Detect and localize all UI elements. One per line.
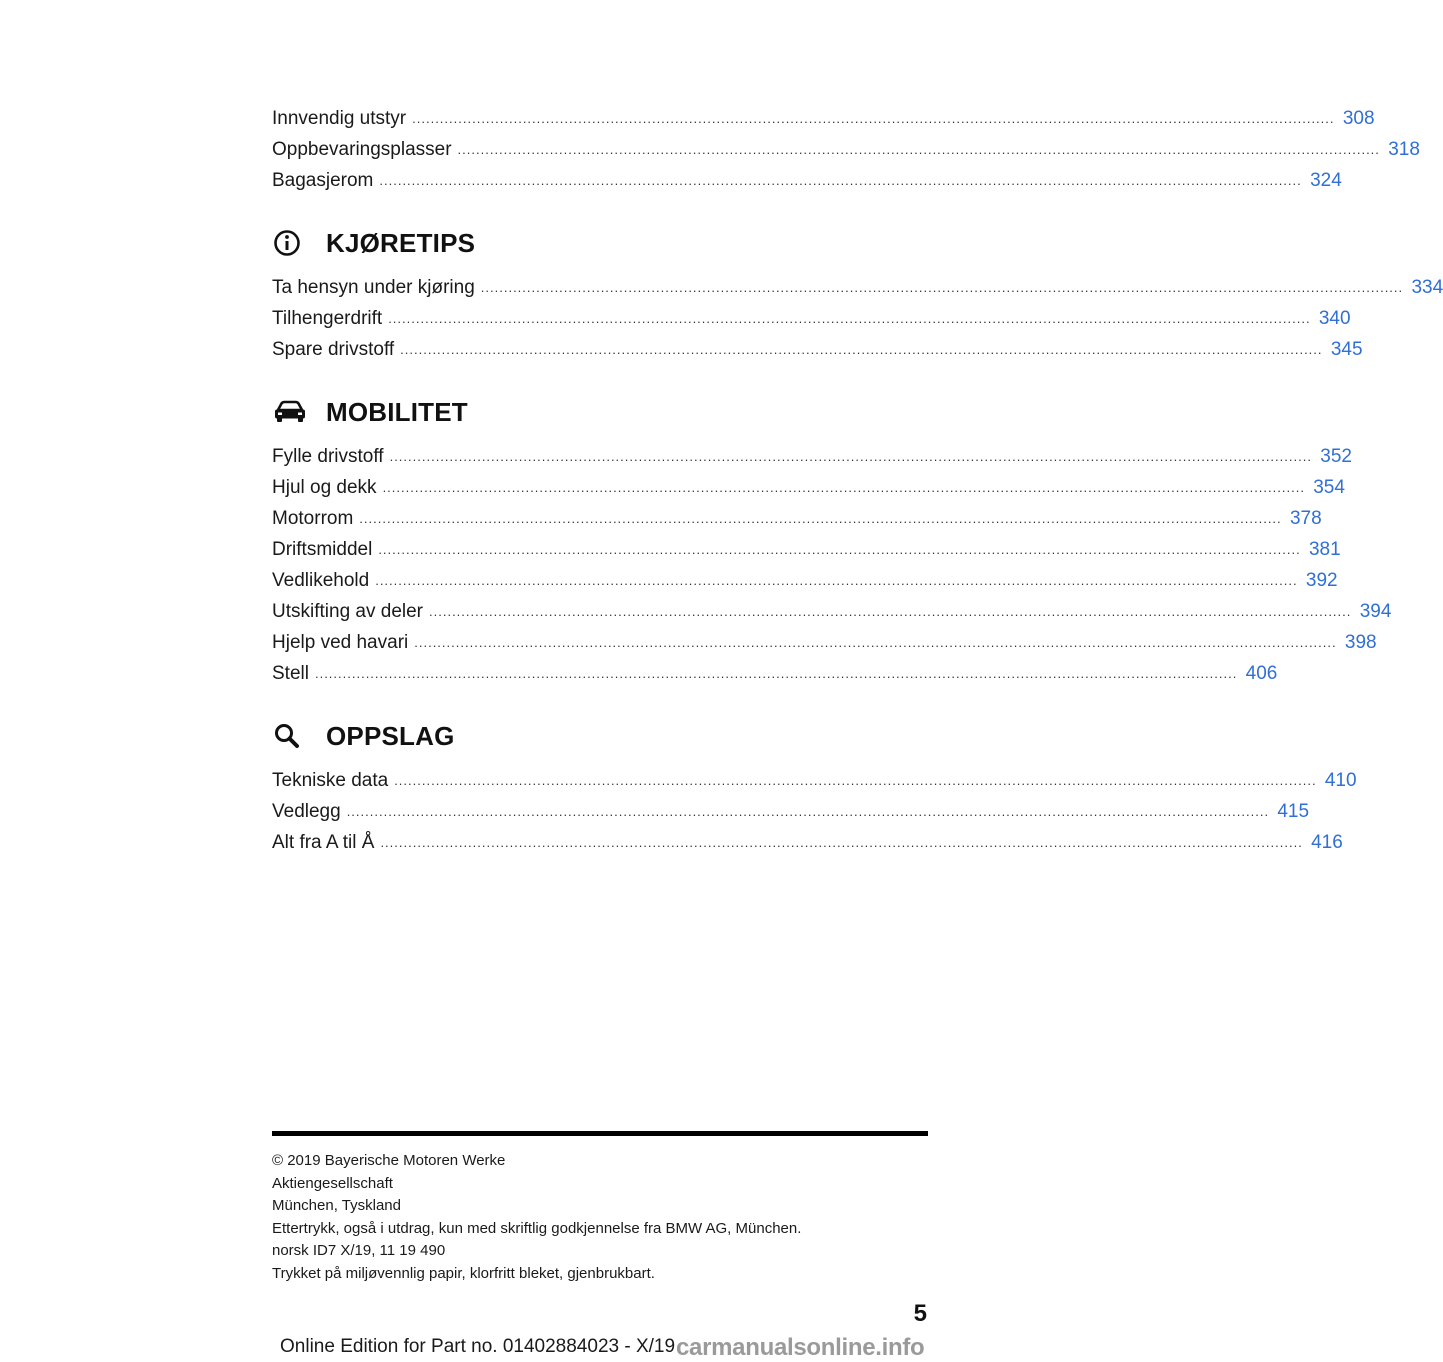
toc-entry-title: Innvendig utstyr (272, 108, 407, 129)
dot-leader: ........................................................................................................................................................................................................ (457, 142, 1380, 157)
toc-entry-title: Stell (272, 663, 309, 684)
toc-entry-page[interactable]: 394 (1359, 601, 1392, 622)
dot-leader: ........................................................................................................................................................................................................ (379, 173, 1302, 188)
toc-entry-page[interactable]: 410 (1324, 770, 1357, 791)
dot-leader: ........................................................................................................................................................................................................ (375, 573, 1298, 588)
toc-entry-title: Tekniske data (272, 770, 389, 791)
dot-leader: ........................................................................................................................................................................................................ (388, 311, 1311, 326)
toc-entry-fylle-drivstoff[interactable] (272, 441, 1352, 472)
dot-leader: ........................................................................................................................................................................................................ (412, 111, 1335, 126)
toc-group-mobility (272, 441, 1392, 689)
toc-entry-title: Vedlegg (272, 801, 341, 822)
toc-entry-innvendig-utstyr[interactable] (272, 103, 1375, 134)
toc-entry-title: Motorrom (272, 508, 354, 529)
toc-entry-page[interactable]: 308 (1342, 108, 1375, 129)
toc-entry-page[interactable]: 354 (1313, 477, 1345, 498)
dot-leader: ........................................................................................................................................................................................................ (378, 542, 1301, 557)
toc-entry-alt-fra-a-til-aa[interactable] (272, 827, 1343, 858)
toc-entry-utskifting-av-deler[interactable] (272, 596, 1392, 627)
section-heading-text: OPPSLAG (326, 720, 455, 751)
imprint-line: Trykket på miljøvennlig papir, klorfritt bleket, gjenbrukbart. (272, 1264, 655, 1282)
dot-leader: ........................................................................................................................................................................................................ (480, 280, 1404, 295)
toc-entry-title: Hjul og dekk (272, 477, 377, 498)
toc-entry-ta-hensyn[interactable] (272, 272, 1443, 303)
toc-entry-hjelp-ved-havari[interactable] (272, 627, 1377, 658)
toc-entry-title: Spare drivstoff (272, 339, 395, 360)
toc-entry-title: Alt fra A til Å (272, 832, 375, 853)
toc-entry-title: Bagasjerom (272, 170, 374, 191)
footer (0, 1334, 960, 1362)
toc-entry-driftsmiddel[interactable] (272, 534, 1341, 565)
toc-entry-title: Vedlikehold (272, 570, 370, 591)
toc-entry-page[interactable]: 324 (1310, 170, 1342, 191)
toc-entry-page[interactable]: 381 (1308, 539, 1341, 560)
toc-entry-title: Driftsmiddel (272, 539, 373, 560)
toc-entry-page[interactable]: 345 (1330, 339, 1363, 360)
toc-entry-page[interactable]: 318 (1388, 139, 1420, 160)
imprint-line: München, Tyskland (272, 1197, 401, 1215)
toc-group-interior (272, 103, 1420, 196)
toc-group-driving-tips (272, 272, 1443, 365)
section-heading-lookup (272, 713, 928, 759)
dot-leader: ........................................................................................................................................................................................................ (314, 666, 1238, 681)
imprint-line: norsk ID7 X/19, 11 19 490 (272, 1242, 446, 1260)
imprint-line: © 2019 Bayerische Motoren Werke (272, 1152, 506, 1169)
dot-leader: ........................................................................................................................................................................................................ (359, 511, 1282, 526)
imprint-divider (272, 1131, 928, 1136)
section-heading-text: KJØRETIPS (326, 227, 476, 258)
toc-entry-spare-drivstoff[interactable] (272, 334, 1363, 365)
toc-entry-page[interactable]: 415 (1277, 801, 1310, 822)
toc-entry-page[interactable]: 352 (1320, 446, 1352, 467)
toc-entry-title: Utskifting av deler (272, 601, 424, 622)
imprint (272, 1150, 928, 1286)
toc-entry-page[interactable]: 398 (1344, 632, 1377, 653)
toc-entry-motorrom[interactable] (272, 503, 1322, 534)
dot-leader: ........................................................................................................................................................................................................ (346, 804, 1270, 819)
edition-text: Online Edition for Part no. 01402884023 - X/19 (280, 1336, 676, 1357)
page-number: 5 (913, 1300, 927, 1327)
toc-entry-vedlikehold[interactable] (272, 565, 1338, 596)
dot-leader: ........................................................................................................................................................................................................ (389, 449, 1312, 464)
imprint-line: Aktiengesellschaft (272, 1174, 393, 1192)
toc-entry-page[interactable]: 406 (1245, 663, 1278, 684)
toc-entry-page[interactable]: 392 (1305, 570, 1338, 591)
dot-leader: ........................................................................................................................................................................................................ (414, 635, 1337, 650)
toc-entry-page[interactable]: 340 (1318, 308, 1351, 329)
toc-entry-hjul-og-dekk[interactable] (272, 472, 1345, 503)
dot-leader: ........................................................................................................................................................................................................ (380, 835, 1303, 850)
dot-leader: ........................................................................................................................................................................................................ (429, 604, 1352, 619)
dot-leader: ........................................................................................................................................................................................................ (382, 480, 1305, 495)
toc-entry-page[interactable]: 416 (1311, 832, 1343, 853)
toc-entry-title: Oppbevaringsplasser (272, 139, 452, 160)
section-heading-mobility (272, 389, 928, 435)
toc-entry-vedlegg[interactable] (272, 796, 1310, 827)
toc-group-lookup (272, 765, 1357, 858)
toc-entry-page[interactable]: 378 (1289, 508, 1322, 529)
toc-entry-tilhengerdrift[interactable] (272, 303, 1351, 334)
section-heading-driving-tips (272, 220, 928, 266)
info-circle-icon (272, 227, 312, 259)
toc-entry-title: Fylle drivstoff (272, 446, 384, 467)
toc-entry-tekniske-data[interactable] (272, 765, 1357, 796)
toc-entry-bagasjerom[interactable] (272, 165, 1342, 196)
imprint-line: Ettertrykk, også i utdrag, kun med skriftlig godkjennelse fra BMW AG, München. (272, 1219, 802, 1237)
car-icon (272, 396, 312, 428)
table-of-contents (272, 103, 1443, 858)
toc-entry-page[interactable]: 334 (1411, 277, 1443, 298)
dot-leader: ........................................................................................................................................................................................................ (400, 342, 1323, 357)
toc-entry-title: Tilhengerdrift (272, 308, 383, 329)
watermark: carmanualsonline.info (676, 1334, 925, 1361)
toc-entry-title: Hjelp ved havari (272, 632, 409, 653)
toc-entry-title: Ta hensyn under kjøring (272, 277, 475, 298)
toc-entry-stell[interactable] (272, 658, 1278, 689)
section-heading-text: MOBILITET (326, 396, 468, 427)
dot-leader: ........................................................................................................................................................................................................ (394, 773, 1317, 788)
search-icon (272, 720, 312, 752)
toc-entry-oppbevaringsplasser[interactable] (272, 134, 1420, 165)
